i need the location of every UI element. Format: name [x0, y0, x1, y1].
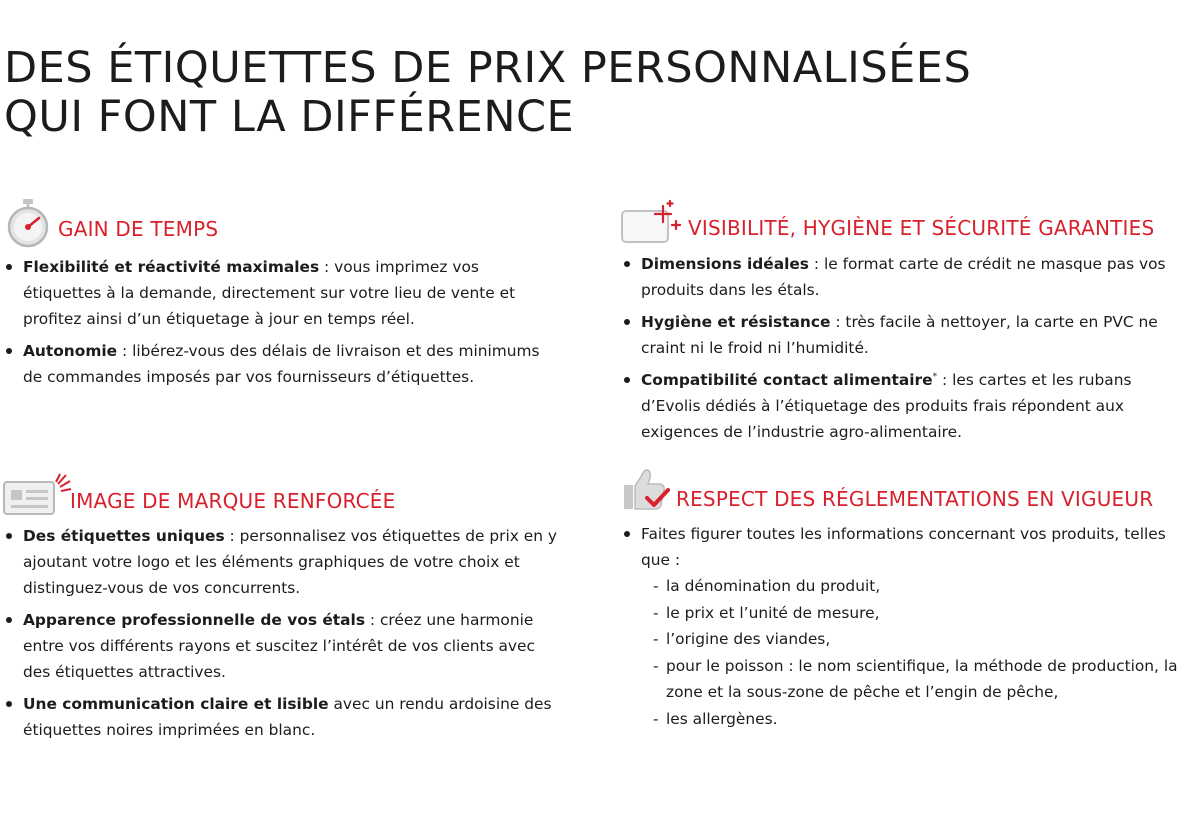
- item-text: : les cartes et les rubans d’Evolis dédiés à l’étiquetage des produits frais répondent aux exigences de l’industrie agro-alimentaire.: [641, 371, 1132, 441]
- section-heading: GAIN DE TEMPS: [58, 217, 219, 241]
- bullet-list: [6, 254, 551, 390]
- list-item: [624, 309, 1184, 361]
- section-image-de-marque: [6, 470, 561, 749]
- item-text: : très facile à nettoyer, la carte en PVC ne craint ni le froid ni l’humidité.: [641, 313, 1158, 357]
- item-bold-label: Apparence professionnelle de vos étals: [23, 611, 365, 629]
- page-title-line-1: DES ÉTIQUETTES DE PRIX PERSONNALISÉES: [4, 43, 972, 93]
- item-text: : le format carte de crédit ne masque pas vos produits dans les étals.: [641, 255, 1166, 299]
- item-bold-label: Compatibilité contact alimentaire: [641, 371, 933, 389]
- section-header: [624, 197, 1184, 247]
- bullet-list: [624, 251, 1184, 445]
- list-item: [624, 367, 1184, 445]
- item-bold-label: Une communication claire et lisible: [23, 695, 329, 713]
- card-sparkle-icon: [621, 197, 683, 247]
- item-text: : créez une harmonie entre vos différents rayons et suscitez l’intérêt de vos clients avec des étiquettes attractives.: [23, 611, 535, 681]
- section-respect-reglementations: [624, 465, 1184, 738]
- dash-list-item: - la dénomination du produit,: [653, 573, 1184, 600]
- list-item: [6, 691, 561, 743]
- item-text: : personnalisez vos étiquettes de prix en y ajoutant votre logo et les éléments graphiques de votre choix et distinguez-vous de vos concurrents.: [23, 527, 557, 597]
- section-heading: VISIBILITÉ, HYGIÈNE ET SÉCURITÉ GARANTIES: [688, 216, 1155, 240]
- list-item: [6, 254, 551, 332]
- bullet-list: [6, 523, 561, 743]
- section-header: [6, 198, 551, 248]
- item-text: avec un rendu ardoisine des étiquettes noires imprimées en blanc.: [23, 695, 552, 739]
- section-heading: IMAGE DE MARQUE RENFORCÉE: [70, 489, 396, 513]
- list-item: [624, 521, 1184, 732]
- dash-list-item: - l’origine des viandes,: [653, 626, 1184, 653]
- section-heading: RESPECT DES RÉGLEMENTATIONS EN VIGUEUR: [676, 487, 1154, 511]
- item-text: : vous imprimez vos étiquettes à la demande, directement sur votre lieu de vente et profitez ainsi d’un étiquetage à jour en temps réel.: [23, 258, 516, 328]
- bullet-list: [624, 521, 1184, 732]
- footnote-marker: *: [932, 372, 938, 382]
- dash-list-item: - les allergènes.: [653, 706, 1184, 733]
- section-header: [6, 470, 561, 520]
- list-item: [6, 607, 561, 685]
- stopwatch-icon: [2, 198, 54, 250]
- item-bold-label: Des étiquettes uniques: [23, 527, 225, 545]
- section-header: [624, 465, 1184, 515]
- dash-list-item: - pour le poisson : le nom scientifique, la méthode de production, la zone et la sous-zone de pêche et l’engin de pêche,: [653, 653, 1184, 706]
- thumbs-up-check-icon: [620, 465, 672, 513]
- list-item: [624, 251, 1184, 303]
- list-item: [6, 523, 561, 601]
- page-title: [4, 44, 971, 142]
- dash-list-item: - le prix et l’unité de mesure,: [653, 600, 1184, 627]
- section-gain-de-temps: [6, 198, 551, 396]
- section-visibilite: [624, 197, 1184, 451]
- page-title-line-2: QUI FONT LA DIFFÉRENCE: [4, 92, 575, 142]
- item-text: Faites figurer toutes les informations concernant vos produits, telles que :: [641, 525, 1166, 569]
- item-bold-label: Autonomie: [23, 342, 118, 360]
- item-bold-label: Hygiène et résistance: [641, 313, 831, 331]
- item-bold-label: Dimensions idéales: [641, 255, 809, 273]
- dash-list: [641, 573, 1184, 732]
- list-item: [6, 338, 551, 390]
- item-text: : libérez-vous des délais de livraison et des minimums de commandes imposés par vos fournisseurs d’étiquettes.: [23, 342, 540, 386]
- card-sparkle-icon: [3, 470, 73, 518]
- item-bold-label: Flexibilité et réactivité maximales: [23, 258, 320, 276]
